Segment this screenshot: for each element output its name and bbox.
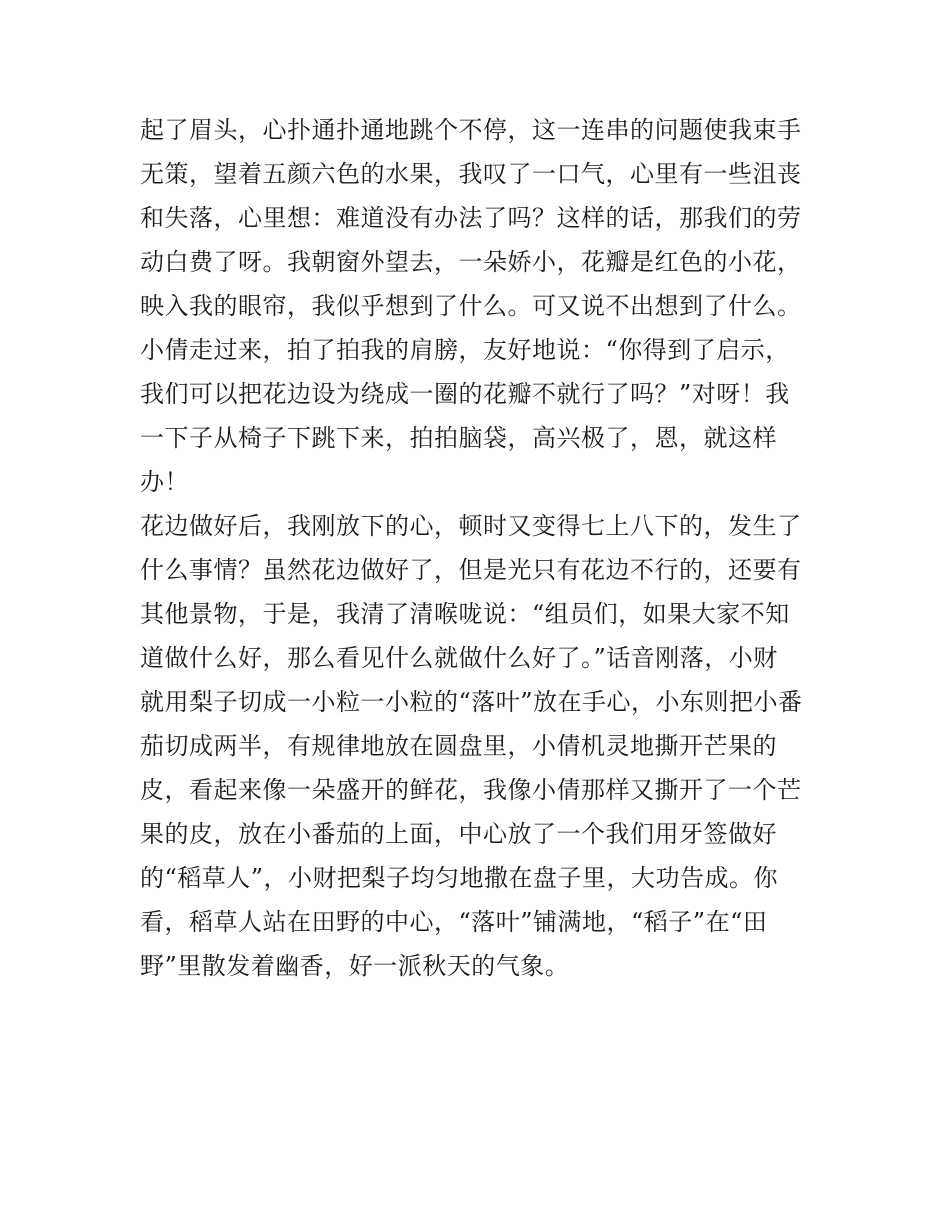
text-line: 就用梨子切成一小粒一小粒的“落叶”放在手心，小东则把小番	[140, 688, 803, 716]
text-line: 办！	[140, 468, 189, 496]
text-line: 其他景物，于是，我清了清喉咙说：“组员们，如果大家不知	[140, 600, 790, 628]
text-line: 果的皮，放在小番茄的上面，中心放了一个我们用牙签做好	[140, 820, 777, 848]
text-line: 小倩走过来，拍了拍我的肩膀，友好地说：“你得到了启示，	[140, 336, 790, 364]
text-line: 无策，望着五颜六色的水果，我叹了一口气，心里有一些沮丧	[140, 160, 802, 188]
text-line: 一下子从椅子下跳下来，拍拍脑袋，高兴极了，恩，就这样	[140, 424, 777, 452]
text-line: 起了眉头，心扑通扑通地跳个不停，这一连串的问题使我束手	[140, 116, 802, 144]
text-line: 和失落，心里想：难道没有办法了吗？这样的话，那我们的劳	[140, 204, 802, 232]
text-line: 道做什么好，那么看见什么就做什么好了。”话音刚落，小财	[140, 644, 778, 672]
text-line: 映入我的眼帘，我似乎想到了什么。可又说不出想到了什么。	[140, 292, 802, 320]
text-line: 我们可以把花边设为绕成一圈的花瓣不就行了吗？”对呀！我	[140, 380, 790, 408]
text-line: 野”里散发着幽香，好一派秋天的气象。	[140, 952, 570, 980]
text-line: 皮，看起来像一朵盛开的鲜花，我像小倩那样又撕开了一个芒	[140, 776, 802, 804]
text-line: 茄切成两半，有规律地放在圆盘里，小倩机灵地撕开芒果的	[140, 732, 777, 760]
text-line: 什么事情？虽然花边做好了，但是光只有花边不行的，还要有	[140, 556, 802, 584]
text-line: 动白费了呀。我朝窗外望去，一朵娇小，花瓣是红色的小花，	[140, 248, 802, 276]
text-line: 花边做好后，我刚放下的心，顿时又变得七上八下的，发生了	[140, 512, 802, 540]
text-line: 看，稻草人站在田野的中心，“落叶”铺满地，“稻子”在“田	[140, 908, 768, 936]
body-text	[140, 108, 820, 988]
text-line: 的“稻草人”，小财把梨子均匀地撒在盘子里，大功告成。你	[140, 864, 779, 892]
